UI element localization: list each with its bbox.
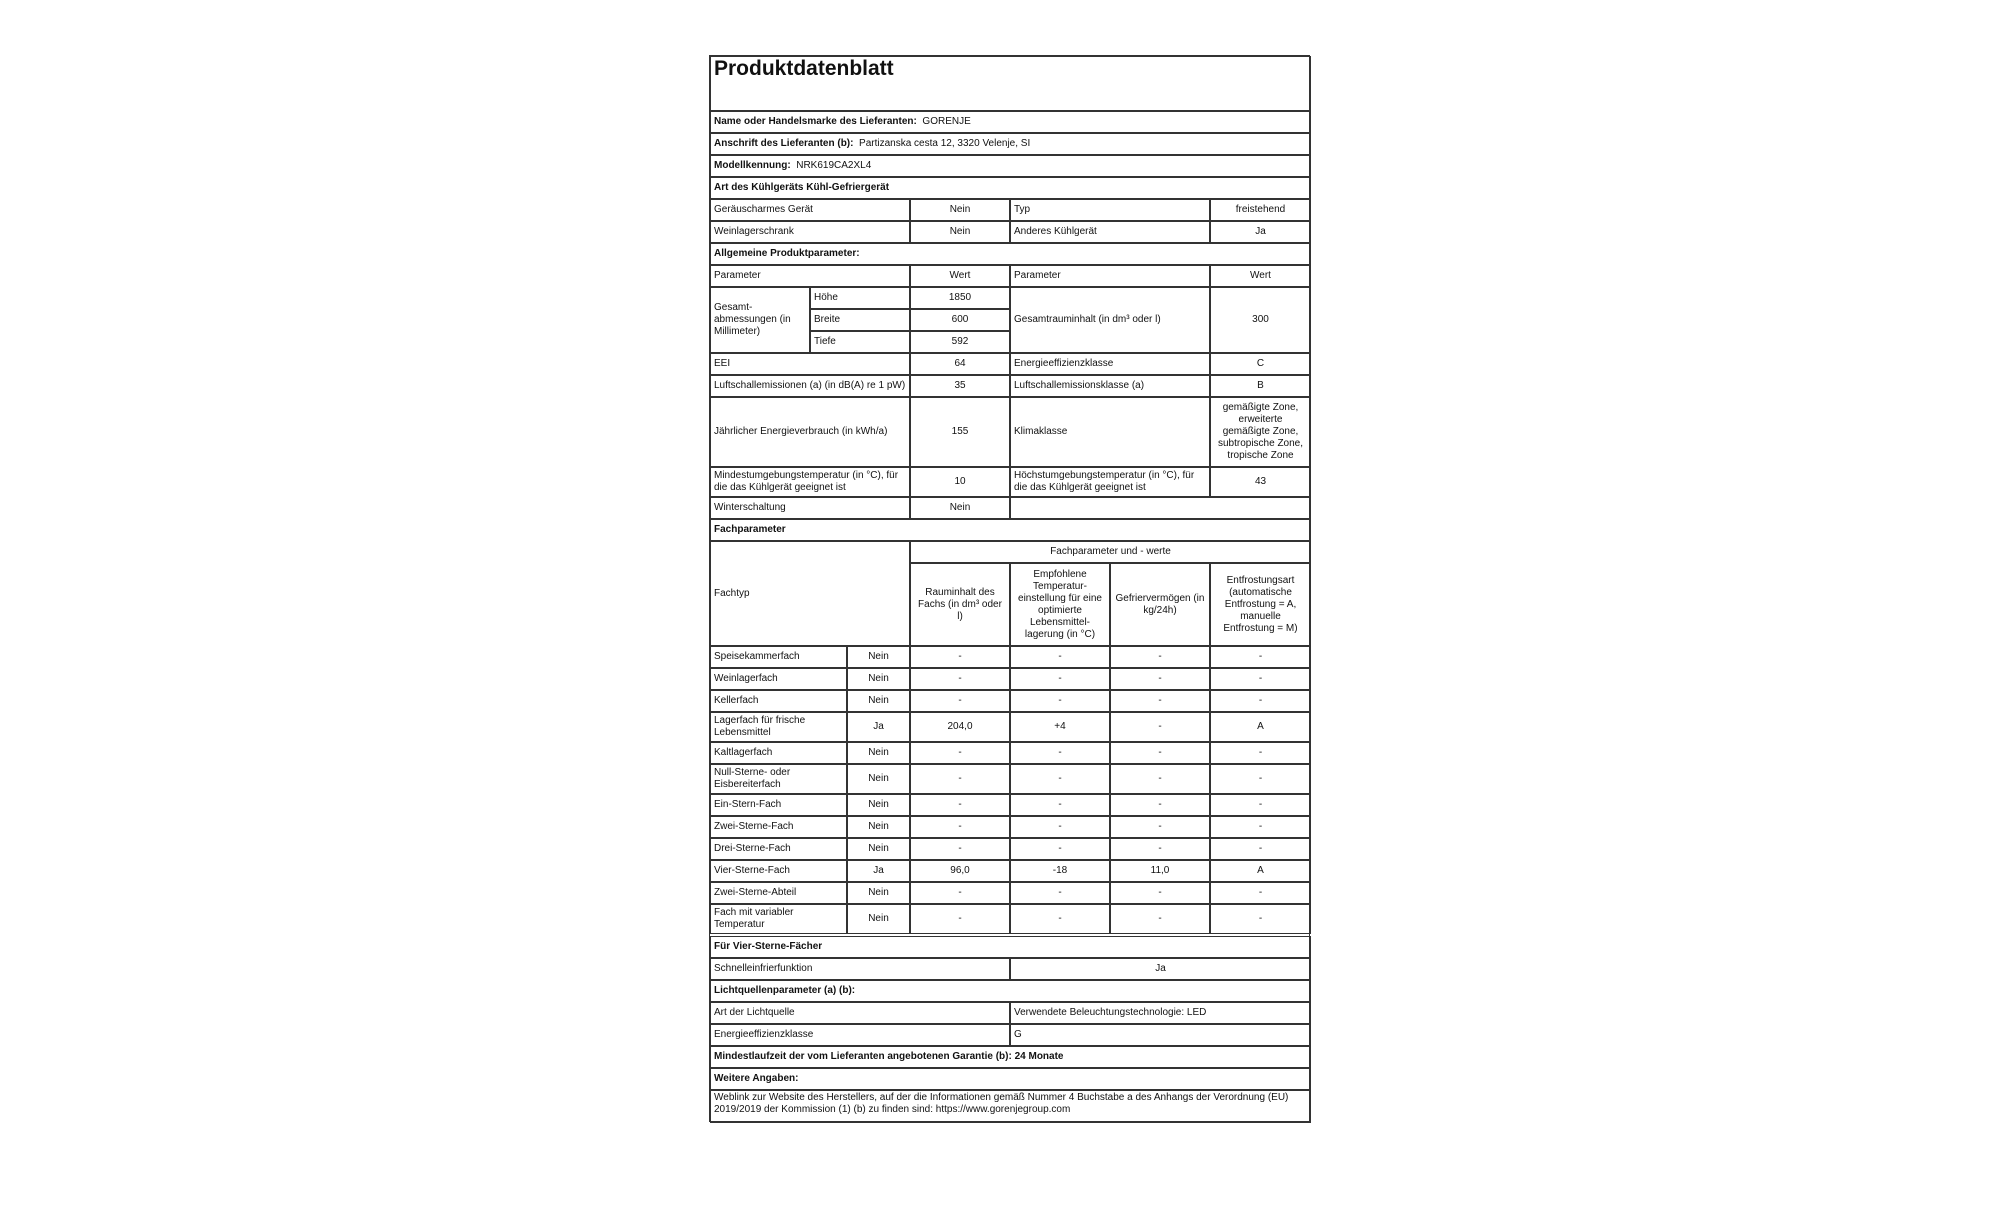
device-type-value: Nein [910,199,1010,221]
compartment-type-header: Fachtyp [710,541,910,646]
compartment-name: Kaltlagerfach [710,742,847,764]
column-header: Rauminhalt des Fachs (in dm³ oder l) [910,563,1010,646]
compartment-volume: - [910,764,1010,794]
compartment-volume: - [910,882,1010,904]
compartment-present: Ja [847,860,910,882]
column-header: Parameter [1010,265,1210,287]
fast-freeze-value: Ja [1010,958,1311,980]
winter-label: Winterschaltung [710,497,910,519]
column-header: Wert [910,265,1010,287]
compartment-defrost: - [1210,646,1311,668]
compartment-freeze: - [1110,816,1210,838]
compartment-defrost: - [1210,742,1311,764]
compartment-volume: 96,0 [910,860,1010,882]
compartment-freeze: - [1110,838,1210,860]
device-type-label: Geräuscharmes Gerät [710,199,910,221]
device-type-heading: Art des Kühlgeräts Kühl-Gefriergerät [710,177,1311,199]
column-header: Parameter [710,265,910,287]
compartment-defrost: - [1210,816,1311,838]
device-type-value: freistehend [1210,199,1311,221]
compartment-defrost: A [1210,712,1311,742]
dimension-label: Höhe [810,287,910,309]
compartment-temp: - [1010,794,1110,816]
light-heading: Lichtquellenparameter (a) (b): [710,980,1311,1002]
dimension-value: 600 [910,309,1010,331]
compartment-defrost: - [1210,764,1311,794]
compartment-defrost: A [1210,860,1311,882]
supplier-name-label: Name oder Handelsmarke des Lieferanten: [714,116,917,127]
compartment-temp: - [1010,904,1110,934]
compartment-name: Speisekammerfach [710,646,847,668]
device-type-value: Nein [910,221,1010,243]
compartment-volume: - [910,646,1010,668]
param-value: C [1210,353,1311,375]
compartment-temp: - [1010,882,1110,904]
compartment-freeze: - [1110,882,1210,904]
compartment-volume: - [910,904,1010,934]
param-value: 64 [910,353,1010,375]
supplier-name-value: GORENJE [922,116,971,127]
compartment-freeze: - [1110,794,1210,816]
param-label: Klimaklasse [1010,397,1210,467]
compartment-volume: - [910,816,1010,838]
compartment-name: Ein-Stern-Fach [710,794,847,816]
warranty-row: Mindestlaufzeit der vom Lieferanten angebotenen Garantie (b): 24 Monate [710,1046,1311,1068]
param-value: 43 [1210,467,1311,497]
param-label: Energieeffizienzklasse [1010,353,1210,375]
compartment-temp: -18 [1010,860,1110,882]
column-header: Wert [1210,265,1311,287]
compartment-name: Drei-Sterne-Fach [710,838,847,860]
compartment-present: Nein [847,838,910,860]
compartment-freeze: - [1110,690,1210,712]
dimension-value: 592 [910,331,1010,353]
device-type-value: Ja [1210,221,1311,243]
param-value: 10 [910,467,1010,497]
compartment-present: Nein [847,882,910,904]
compartment-present: Nein [847,764,910,794]
compartment-temp: - [1010,816,1110,838]
compartment-defrost: - [1210,794,1311,816]
more-info-heading: Weitere Angaben: [710,1068,1311,1090]
compartment-freeze: - [1110,646,1210,668]
compartment-temp: - [1010,668,1110,690]
compartment-present: Nein [847,816,910,838]
param-value: B [1210,375,1311,397]
compartment-temp: - [1010,742,1110,764]
general-heading: Allgemeine Produktparameter: [710,243,1311,265]
compartment-name: Null-Sterne- oder Eisbereiterfach [710,764,847,794]
compartment-volume: - [910,742,1010,764]
compartment-defrost: - [1210,838,1311,860]
compartment-defrost: - [1210,668,1311,690]
compartment-present: Nein [847,668,910,690]
column-header: Gefriervermögen (in kg/24h) [1110,563,1210,646]
compartment-freeze: - [1110,764,1210,794]
model-value: NRK619CA2XL4 [796,160,872,171]
light-class-label: Energieeffizienzklasse [710,1024,1010,1046]
compartment-temp: - [1010,690,1110,712]
light-type-value: Verwendete Beleuchtungstechnologie: LED [1010,1002,1311,1024]
winter-value: Nein [910,497,1010,519]
model-label: Modellkennung: [714,160,791,171]
compartment-volume: - [910,690,1010,712]
compartment-freeze: 11,0 [1110,860,1210,882]
compartment-name: Kellerfach [710,690,847,712]
compartment-defrost: - [1210,904,1311,934]
empty-cell [1010,497,1311,519]
compartment-name: Weinlagerfach [710,668,847,690]
device-type-label: Typ [1010,199,1210,221]
param-label: Mindestumgebungstemperatur (in °C), für die das Kühlgerät geeignet ist [710,467,910,497]
compartment-volume: - [910,838,1010,860]
fast-freeze-label: Schnelleinfrierfunktion [710,958,1010,980]
volume-value: 300 [1210,287,1311,353]
compartment-volume: - [910,794,1010,816]
compartment-name: Zwei-Sterne-Fach [710,816,847,838]
compartment-present: Ja [847,712,910,742]
compartment-present: Nein [847,690,910,712]
compartment-defrost: - [1210,690,1311,712]
dimensions-label: Gesamt-abmessungen (in Millimeter) [710,287,810,353]
param-label: Luftschallemissionsklasse (a) [1010,375,1210,397]
supplier-address-value: Partizanska cesta 12, 3320 Velenje, SI [859,138,1031,149]
supplier-address-row [710,133,1311,155]
dimension-label: Tiefe [810,331,910,353]
sheet-title: Produktdatenblatt [710,56,1311,111]
compartment-name: Lagerfach für frische Lebensmittel [710,712,847,742]
compartment-present: Nein [847,742,910,764]
compartment-freeze: - [1110,668,1210,690]
compartment-volume: - [910,668,1010,690]
compartment-temp: - [1010,838,1110,860]
model-row [710,155,1311,177]
compartment-freeze: - [1110,712,1210,742]
dimension-label: Breite [810,309,910,331]
param-value: 155 [910,397,1010,467]
column-header: Entfrostungsart (automatische Entfrostung = A, manuelle Entfrostung = M) [1210,563,1311,646]
compartment-group-header: Fachparameter und - werte [910,541,1311,563]
param-label: Luftschallemissionen (a) (in dB(A) re 1 pW) [710,375,910,397]
compartment-freeze: - [1110,904,1210,934]
compartment-temp: - [1010,646,1110,668]
param-label: Jährlicher Energieverbrauch (in kWh/a) [710,397,910,467]
climate-class-value: gemäßigte Zone, erweiterte gemäßigte Zone, subtropische Zone, tropische Zone [1210,397,1311,467]
compartment-temp: - [1010,764,1110,794]
compartment-present: Nein [847,794,910,816]
param-label: Höchstumgebungstemperatur (in °C), für die das Kühlgerät geeignet ist [1010,467,1210,497]
device-type-label: Anderes Kühlgerät [1010,221,1210,243]
light-class-value: G [1010,1024,1311,1046]
compartments-heading: Fachparameter [710,519,1311,541]
product-data-sheet [709,55,1310,1122]
more-info-text: Weblink zur Website des Herstellers, auf der die Informationen gemäß Nummer 4 Buchstabe a des Anhangs der Verordnung (EU) 2019/2019 der Kommission (1) (b) zu finden sind: https://www.gorenjegroup.com [710,1090,1311,1123]
compartment-present: Nein [847,904,910,934]
device-type-label: Weinlagerschrank [710,221,910,243]
param-label: EEI [710,353,910,375]
compartment-freeze: - [1110,742,1210,764]
compartment-temp: +4 [1010,712,1110,742]
param-value: 35 [910,375,1010,397]
compartment-defrost: - [1210,882,1311,904]
compartment-name: Vier-Sterne-Fach [710,860,847,882]
compartment-volume: 204,0 [910,712,1010,742]
light-type-label: Art der Lichtquelle [710,1002,1010,1024]
dimension-value: 1850 [910,287,1010,309]
supplier-address-label: Anschrift des Lieferanten (b): [714,138,854,149]
compartment-name: Fach mit variabler Temperatur [710,904,847,934]
column-header: Empfohlene Temperatur-einstellung für eine optimierte Lebensmittel-lagerung (in °C) [1010,563,1110,646]
four-star-heading: Für Vier-Sterne-Fächer [710,936,1311,958]
compartment-name: Zwei-Sterne-Abteil [710,882,847,904]
compartment-present: Nein [847,646,910,668]
supplier-name-row [710,111,1311,133]
volume-label: Gesamtrauminhalt (in dm³ oder l) [1010,287,1210,353]
